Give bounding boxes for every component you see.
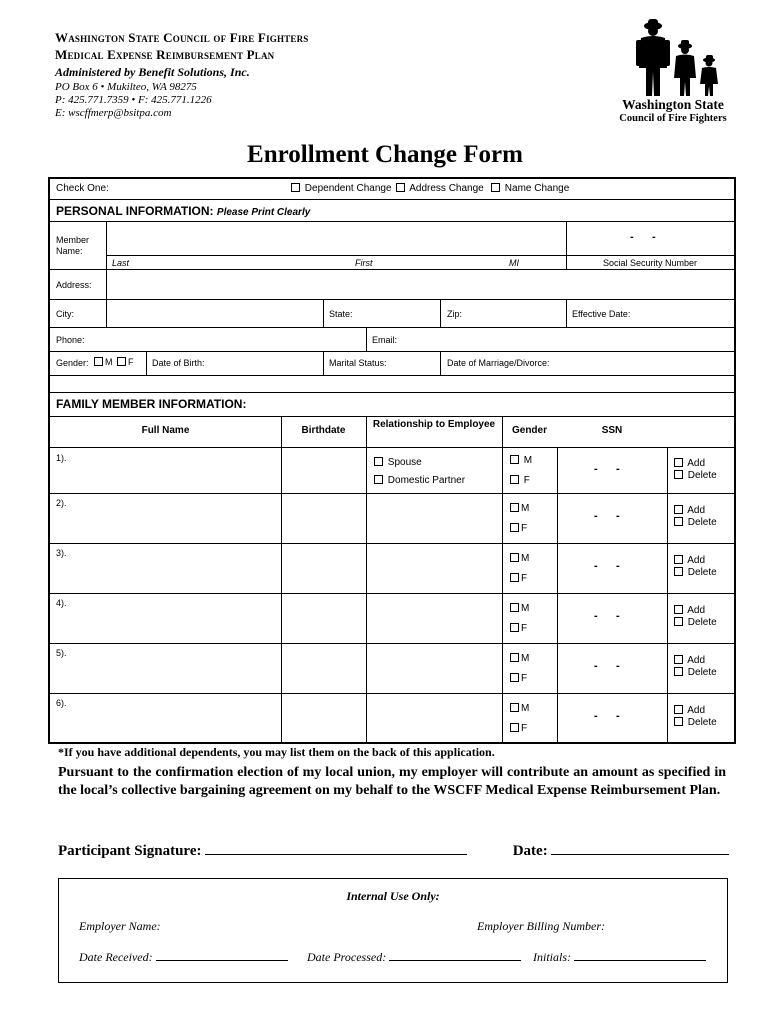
org-name-line1-text: Washington State Council of Fire Fighters <box>55 30 309 45</box>
delete-checkbox[interactable] <box>674 717 683 726</box>
gender-f-label: F <box>523 475 530 486</box>
gender-m-checkbox[interactable] <box>510 553 519 562</box>
gender-f-option[interactable] <box>117 357 134 367</box>
marital-status-label: Marital Status: <box>329 358 387 368</box>
add-option[interactable] <box>674 458 705 469</box>
name-change-option[interactable] <box>491 183 569 194</box>
delete-option[interactable] <box>674 470 717 481</box>
personal-info-heading <box>56 204 310 218</box>
spouse-option[interactable] <box>374 457 422 468</box>
full-name-field[interactable] <box>70 645 278 691</box>
domestic-partner-label: Domestic Partner <box>387 475 466 486</box>
add-label: Add <box>687 458 706 469</box>
row-number: 6). <box>56 698 67 708</box>
dob-label: Date of Birth: <box>152 358 205 368</box>
dependent-change-label: Dependent Change <box>304 183 392 194</box>
date-processed-row <box>307 950 521 965</box>
add-option[interactable] <box>674 555 705 566</box>
full-name-field[interactable] <box>70 595 278 641</box>
relationship-field[interactable] <box>368 595 500 641</box>
gender-m-checkbox[interactable] <box>510 653 519 662</box>
gender-f-label: F <box>521 723 528 734</box>
col-gender: Gender <box>511 425 547 436</box>
ssn-caption: Social Security Number <box>603 258 698 268</box>
gender-m-label: M <box>105 357 113 367</box>
zip-label: Zip: <box>447 309 463 319</box>
ssn-dashes: - - <box>594 660 620 672</box>
gender-label: Gender: <box>56 358 89 368</box>
ssn-dashes: - - <box>594 610 620 622</box>
signature-date-label: Date: <box>512 843 548 859</box>
mi-caption: MI <box>509 258 519 268</box>
gender-m-checkbox[interactable] <box>94 357 103 366</box>
initials-field[interactable] <box>574 960 706 961</box>
domestic-partner-checkbox[interactable] <box>374 475 383 484</box>
phone-field[interactable] <box>106 328 366 350</box>
delete-label: Delete <box>687 717 717 728</box>
ssn-dashes: - - <box>594 510 620 522</box>
city-field[interactable] <box>107 300 323 326</box>
gender-m-option[interactable] <box>510 455 532 466</box>
gender-m-option[interactable] <box>510 553 529 564</box>
employer-name-label: Employer Name: <box>79 919 161 933</box>
date-processed-field[interactable] <box>389 960 521 961</box>
name-change-label: Name Change <box>504 183 570 194</box>
add-checkbox[interactable] <box>674 505 683 514</box>
gender-f-option[interactable] <box>510 523 527 534</box>
org-name-line2-text: Medical Expense Reimbursement Plan <box>55 47 275 62</box>
city-label: City: <box>56 309 74 319</box>
col-ssn: SSN <box>601 425 623 436</box>
gender-f-label: F <box>521 573 528 584</box>
family-row-5 <box>50 643 734 693</box>
family-row-3 <box>50 543 734 593</box>
divider <box>106 255 734 256</box>
gender-f-option[interactable] <box>510 475 530 486</box>
add-option[interactable] <box>674 605 705 616</box>
full-name-field[interactable] <box>70 495 278 541</box>
gender-f-option[interactable] <box>510 623 527 634</box>
gender-m-option[interactable] <box>94 357 113 367</box>
signature-date-field[interactable] <box>551 854 729 855</box>
delete-checkbox[interactable] <box>674 517 683 526</box>
date-processed-label: Date Processed: <box>307 950 387 964</box>
row-number: 4). <box>56 598 67 608</box>
relationship-field[interactable] <box>368 645 500 691</box>
add-option[interactable] <box>674 655 705 666</box>
delete-checkbox[interactable] <box>674 617 683 626</box>
full-name-field[interactable] <box>70 449 278 491</box>
gender-f-checkbox[interactable] <box>510 475 519 484</box>
add-label: Add <box>687 555 706 566</box>
name-change-checkbox[interactable] <box>491 183 500 192</box>
add-checkbox[interactable] <box>674 458 683 467</box>
gender-f-checkbox[interactable] <box>117 357 126 366</box>
org-address: PO Box 6 • Mukilteo, WA 98275 <box>55 81 197 93</box>
date-received-row <box>79 950 288 965</box>
first-name-caption: First <box>355 258 373 268</box>
family-row-1 <box>50 447 734 493</box>
administered-by: Administered by Benefit Solutions, Inc. <box>55 65 250 79</box>
add-label: Add <box>687 705 706 716</box>
add-option[interactable] <box>674 705 705 716</box>
member-name-label: Member Name: <box>56 235 90 256</box>
relationship-field[interactable] <box>368 495 500 541</box>
dob-field[interactable] <box>147 352 323 374</box>
state-field[interactable] <box>324 300 440 326</box>
delete-option[interactable] <box>674 617 717 628</box>
relationship-field[interactable] <box>368 695 500 741</box>
family-row-6 <box>50 693 734 743</box>
member-name-field[interactable] <box>107 222 565 255</box>
gender-f-checkbox[interactable] <box>510 623 519 632</box>
col-relationship: Relationship to Employee <box>372 419 496 430</box>
delete-checkbox[interactable] <box>674 667 683 676</box>
gender-f-label: F <box>521 673 528 684</box>
delete-label: Delete <box>687 567 717 578</box>
gender-f-option[interactable] <box>510 673 527 684</box>
gender-m-checkbox[interactable] <box>510 455 519 464</box>
marriage-date-field[interactable] <box>441 352 734 374</box>
delete-checkbox[interactable] <box>674 470 683 479</box>
add-checkbox[interactable] <box>674 605 683 614</box>
pursuant-statement: Pursuant to the confirmation election of my local union, my employer will contribute an amount as specified in the local’s collective bargaining agreement on my behalf to the WSCFF Medical Expense Reimbursement Plan. <box>58 765 726 798</box>
divider <box>50 392 734 393</box>
gender-m-label: M <box>521 653 530 664</box>
birthdate-field[interactable] <box>283 595 363 641</box>
add-checkbox[interactable] <box>674 555 683 564</box>
divider <box>50 416 734 417</box>
participant-signature-label: Participant Signature: <box>58 843 202 859</box>
delete-label: Delete <box>687 667 717 678</box>
add-checkbox[interactable] <box>674 655 683 664</box>
logo-text-line2: Council of Fire Fighters <box>619 113 727 124</box>
participant-signature-field[interactable] <box>205 854 467 855</box>
gender-f-label: F <box>128 357 134 367</box>
dependent-change-checkbox[interactable] <box>291 183 300 192</box>
email-field[interactable] <box>402 328 734 350</box>
row-number: 2). <box>56 498 67 508</box>
org-name-line2 <box>55 47 274 63</box>
ssn-dashes: - - <box>594 463 620 475</box>
date-received-label: Date Received: <box>79 950 153 964</box>
add-option[interactable] <box>674 505 705 516</box>
delete-option[interactable] <box>674 717 717 728</box>
ssn-dashes: - - <box>630 231 656 243</box>
form-title: Enrollment Change Form <box>247 141 523 168</box>
add-label: Add <box>687 655 706 666</box>
divider <box>50 375 734 376</box>
col-birthdate: Birthdate <box>301 425 346 436</box>
divider <box>366 327 367 351</box>
family-row-4 <box>50 593 734 643</box>
delete-label: Delete <box>687 617 717 628</box>
date-received-field[interactable] <box>156 960 288 961</box>
initials-label: Initials: <box>533 950 571 964</box>
internal-use-title: Internal Use Only: <box>346 889 440 903</box>
gender-f-label: F <box>521 623 528 634</box>
spouse-checkbox[interactable] <box>374 457 383 466</box>
add-label: Add <box>687 605 706 616</box>
delete-option[interactable] <box>674 517 717 528</box>
delete-label: Delete <box>687 517 717 528</box>
delete-checkbox[interactable] <box>674 567 683 576</box>
last-name-caption: Last <box>112 258 130 268</box>
gender-m-checkbox[interactable] <box>510 503 519 512</box>
address-field[interactable] <box>107 270 734 298</box>
family-row-2 <box>50 493 734 543</box>
birthdate-field[interactable] <box>283 695 363 741</box>
phone-label: Phone: <box>56 335 85 345</box>
gender-m-label: M <box>521 703 530 714</box>
delete-option[interactable] <box>674 567 717 578</box>
birthdate-field[interactable] <box>283 495 363 541</box>
gender-m-label: M <box>521 603 530 614</box>
additional-dependents-note: *If you have additional dependents, you may list them on the back of this application. <box>58 745 495 759</box>
gender-m-option[interactable] <box>510 603 529 614</box>
org-name-line1 <box>55 30 309 46</box>
org-phone-fax: P: 425.771.7359 • F: 425.771.1226 <box>55 94 212 106</box>
logo-text-line1: Washington State <box>622 97 724 112</box>
zip-field[interactable] <box>441 300 566 326</box>
email-label: Email: <box>372 335 398 345</box>
col-full-name: Full Name <box>141 425 190 436</box>
delete-option[interactable] <box>674 667 717 678</box>
full-name-field[interactable] <box>70 545 278 591</box>
birthdate-field[interactable] <box>283 449 363 491</box>
gender-f-checkbox[interactable] <box>510 573 519 582</box>
employer-billing-label: Employer Billing Number: <box>477 919 605 933</box>
personal-info-heading-text: PERSONAL INFORMATION: <box>56 204 214 218</box>
gender-f-option[interactable] <box>510 723 527 734</box>
add-checkbox[interactable] <box>674 705 683 714</box>
gender-f-checkbox[interactable] <box>510 523 519 532</box>
gender-m-option[interactable] <box>510 653 529 664</box>
check-one-label: Check One: <box>56 183 109 194</box>
full-name-field[interactable] <box>70 695 278 741</box>
dependent-change-option[interactable] <box>291 183 392 194</box>
address-change-checkbox[interactable] <box>396 183 405 192</box>
address-label: Address: <box>56 280 92 290</box>
divider <box>50 199 734 200</box>
row-number: 5). <box>56 648 67 658</box>
gender-m-option[interactable] <box>510 503 529 514</box>
effective-date-field[interactable] <box>567 300 734 326</box>
initials-row <box>533 950 706 965</box>
gender-m-label: M <box>523 455 533 466</box>
enrollment-form <box>48 177 736 744</box>
row-number: 1). <box>56 453 67 463</box>
internal-use-box <box>58 878 728 983</box>
print-clearly-note: Please Print Clearly <box>216 207 311 218</box>
gender-f-option[interactable] <box>510 573 527 584</box>
birthdate-field[interactable] <box>283 645 363 691</box>
org-email: E: wscffmerp@bsitpa.com <box>55 107 172 119</box>
spouse-label: Spouse <box>387 457 422 468</box>
row-number: 3). <box>56 548 67 558</box>
marriage-date-label: Date of Marriage/Divorce: <box>447 358 550 368</box>
birthdate-field[interactable] <box>283 545 363 591</box>
address-change-label: Address Change <box>409 183 484 194</box>
gender-m-option[interactable] <box>510 703 529 714</box>
address-change-option[interactable] <box>396 183 484 194</box>
ssn-dashes: - - <box>594 710 620 722</box>
gender-f-checkbox[interactable] <box>510 673 519 682</box>
state-label: State: <box>329 309 353 319</box>
family-info-heading: FAMILY MEMBER INFORMATION: <box>56 397 247 411</box>
signature-row <box>58 843 729 860</box>
domestic-partner-option[interactable] <box>374 475 465 486</box>
delete-label: Delete <box>687 470 717 481</box>
ssn-dashes: - - <box>594 560 620 572</box>
gender-m-label: M <box>521 553 530 564</box>
relationship-field[interactable] <box>368 545 500 591</box>
effective-date-label: Effective Date: <box>572 309 631 319</box>
gender-m-checkbox[interactable] <box>510 603 519 612</box>
gender-f-label: F <box>521 523 528 534</box>
marital-status-field[interactable] <box>324 352 440 374</box>
add-label: Add <box>687 505 706 516</box>
gender-m-label: M <box>521 503 530 514</box>
gender-f-checkbox[interactable] <box>510 723 519 732</box>
gender-m-checkbox[interactable] <box>510 703 519 712</box>
